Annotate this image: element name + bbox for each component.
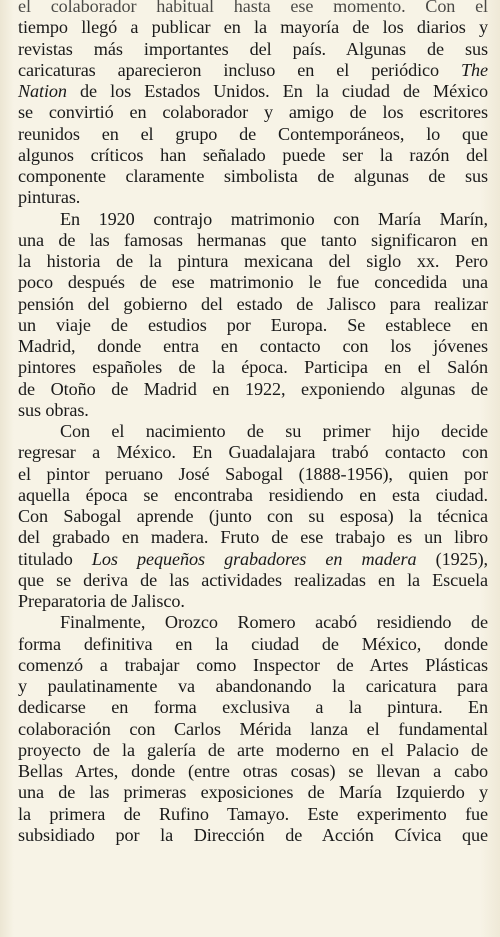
text-line: reunidos en el grupo de Contemporáneos, lo que bbox=[18, 123, 488, 144]
text-line: poco después de ese matrimonio le fue concedida una bbox=[18, 272, 488, 293]
text-line: una de las famosas hermanas que tanto significaron en bbox=[18, 229, 488, 250]
text-line: revistas más importantes del país. Algunas de sus bbox=[18, 38, 488, 59]
text-line: tiempo llegó a publicar en la mayoría de los diarios y bbox=[18, 17, 488, 38]
text-line: pinturas. bbox=[18, 187, 81, 208]
text-line: proyecto de la galería de arte moderno en el Palacio de bbox=[18, 739, 488, 760]
paragraph-4 bbox=[18, 612, 488, 846]
text-line: Madrid, donde entra en contacto con los jóvenes bbox=[18, 336, 488, 356]
text-line: titulado Los pequeños grabadores en madera (1925), bbox=[18, 548, 488, 569]
text-line: forma definitiva en la ciudad de México, donde bbox=[18, 633, 488, 654]
text-line: colaboración con Carlos Mérida lanza el fundamental bbox=[18, 718, 488, 739]
text-line: pintores españoles de la época. Participa en el Salón bbox=[18, 357, 488, 378]
text-line: Preparatoria de Jalisco. bbox=[18, 591, 185, 611]
text-line: comenzó a trabajar como Inspector de Artes Plásticas bbox=[18, 654, 488, 675]
text-line: Nation de los Estados Unidos. En la ciudad de México bbox=[18, 81, 488, 101]
text-line: una de las primeras exposiciones de María Izquierdo y bbox=[18, 782, 488, 803]
text-line: un viaje de estudios por Europa. Se establece en bbox=[18, 314, 488, 335]
text-line: la primera de Rufino Tamayo. Este experimento fue bbox=[18, 803, 488, 824]
paragraph-2 bbox=[18, 209, 488, 422]
text-line: Bellas Artes, donde (entre otras cosas) se llevan a cabo bbox=[18, 761, 488, 781]
text-line: aquella época se encontraba residiendo en esta ciudad. bbox=[18, 484, 488, 505]
text-line: componente claramente simbolista de algunas de sus bbox=[18, 166, 488, 186]
paragraph-3 bbox=[18, 421, 488, 612]
text-line: Con Sabogal aprende (junto con su esposa) la técnica bbox=[18, 506, 488, 526]
text-column bbox=[18, 0, 488, 846]
text-line: caricaturas aparecieron incluso en el periódico The bbox=[18, 59, 488, 80]
paragraph-1 bbox=[18, 0, 488, 209]
text-line: y paulatinamente va abandonando la caricatura para bbox=[18, 676, 488, 696]
text-line: Finalmente, Orozco Romero acabó residiendo de bbox=[60, 612, 488, 633]
text-line: Con el nacimiento de su primer hijo decide bbox=[60, 421, 488, 441]
text-line: dedicarse en forma exclusiva a la pintura. En bbox=[18, 697, 488, 718]
text-line: pensión del gobierno del estado de Jalisco para realizar bbox=[18, 293, 488, 314]
text-line: sus obras. bbox=[18, 399, 89, 420]
text-line: se convirtió en colaborador y amigo de los escritores bbox=[18, 102, 488, 123]
text-line: regresar a México. En Guadalajara trabó contacto con bbox=[18, 442, 488, 463]
text-line: subsidiado por la Dirección de Acción Cívica que bbox=[18, 824, 488, 845]
text-line: algunos críticos han señalado puede ser la razón del bbox=[18, 144, 488, 165]
text-line: la historia de la pintura mexicana del siglo xx. Pero bbox=[18, 251, 488, 271]
text-line: de Otoño de Madrid en 1922, exponiendo algunas de bbox=[18, 378, 488, 399]
text-line: que se deriva de las actividades realizadas en la Escuela bbox=[18, 569, 488, 590]
text-line: el pintor peruano José Sabogal (1888-1956), quien por bbox=[18, 463, 488, 484]
text-line: En 1920 contrajo matrimonio con María Marín, bbox=[60, 208, 488, 229]
text-line: del grabado en madera. Fruto de ese trabajo es un libro bbox=[18, 527, 488, 548]
text-line: el colaborador habitual hasta ese momento. Con el bbox=[18, 0, 488, 16]
